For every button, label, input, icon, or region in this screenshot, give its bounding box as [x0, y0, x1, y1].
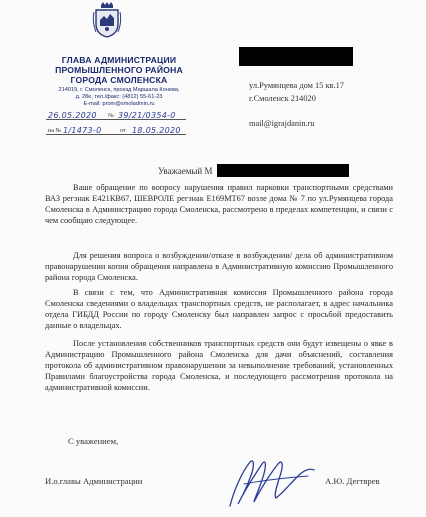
outgoing-number: 39/21/0354-0 [118, 111, 176, 120]
greeting-text: Уважаемый М [158, 166, 213, 176]
body-paragraph-1: Ваше обращение по вопросу нарушения правил парковки транспортными средствами ВАЗ регзнак Е421КВ67, ШЕВРОЛЕ регзнак Е169МТ67 возле дома № 7 по ул.Румянцева города Смоленска в Администрацию города Смоленска, рассмотрено в пределах компетенции, и связи с чем сообщаю следующее. [45, 183, 393, 225]
closing: С уважением, [68, 436, 119, 446]
org-address-line-2: д. 28е, тел./факс: (4812) 55-61-23 [75, 94, 163, 100]
outgoing-number-label: № [108, 113, 114, 119]
org-line-2: ПРОМЫШЛЕННОГО РАЙОНА [55, 65, 183, 75]
handwritten-signature [224, 454, 320, 512]
body-paragraph-2: Для решения вопроса о возбуждении/отказе в возбуждении/ дела об административном правонарушении копия обращения направлена в Административную комиссию Промышленного района города Смоленска. [45, 251, 393, 282]
signatory-title: И.о.главы Администрации [45, 476, 143, 486]
organization-heading [44, 55, 194, 108]
recipient-email: mail@igrajdanin.ru [249, 119, 315, 128]
body-paragraph-3: В связи с тем, что Административная комиссия Промышленного района города Смоленска сведениями о владельцах транспортных средств, не располагает, в адрес начальника отдела ГИБДД России по городу Смоленску был направлен запрос с просьбой предоставить данные о владельцах. [45, 288, 393, 330]
reference-number: 1/1473-0 [63, 126, 102, 135]
registration-line-reference [46, 124, 186, 136]
greeting [158, 166, 213, 176]
org-address-line-1: 214019, г. Смоленск, проезд Маршала Конева, [58, 87, 180, 93]
registration-line-outgoing [46, 109, 186, 121]
reference-number-label: на № [48, 128, 62, 134]
body-paragraph-4: После установления собственников транспортных средств они будут извещены о явке в Администрацию Промышленного района Смоленска для дачи объяснений, составления протокола об административном правонарушении за невыполнение требований, установленных Правилами благоустройства города Смоленска, и последующего рассмотрения протокола на административной комиссии. [45, 339, 393, 392]
redacted-recipient-name [239, 47, 353, 66]
signatory-name: А.Ю. Дегтярев [325, 476, 380, 486]
outgoing-date: 26.05.2020 [48, 111, 97, 120]
reference-date-label: от [120, 128, 126, 134]
redacted-addressee-name [217, 164, 349, 177]
recipient-street: ул.Румянцева дом 15 кв.17 [249, 81, 344, 90]
org-line-3: ГОРОДА СМОЛЕНСКА [70, 75, 168, 85]
org-address-line-3: E-mail: prom@smoladmin.ru [83, 101, 155, 107]
city-coat-of-arms-icon [92, 2, 122, 38]
recipient-city: г.Смоленск 214020 [249, 94, 316, 103]
org-line-1: ГЛАВА АДМИНИСТРАЦИИ [61, 55, 177, 65]
org-address [44, 87, 194, 108]
reference-date: 18.05.2020 [132, 126, 181, 135]
